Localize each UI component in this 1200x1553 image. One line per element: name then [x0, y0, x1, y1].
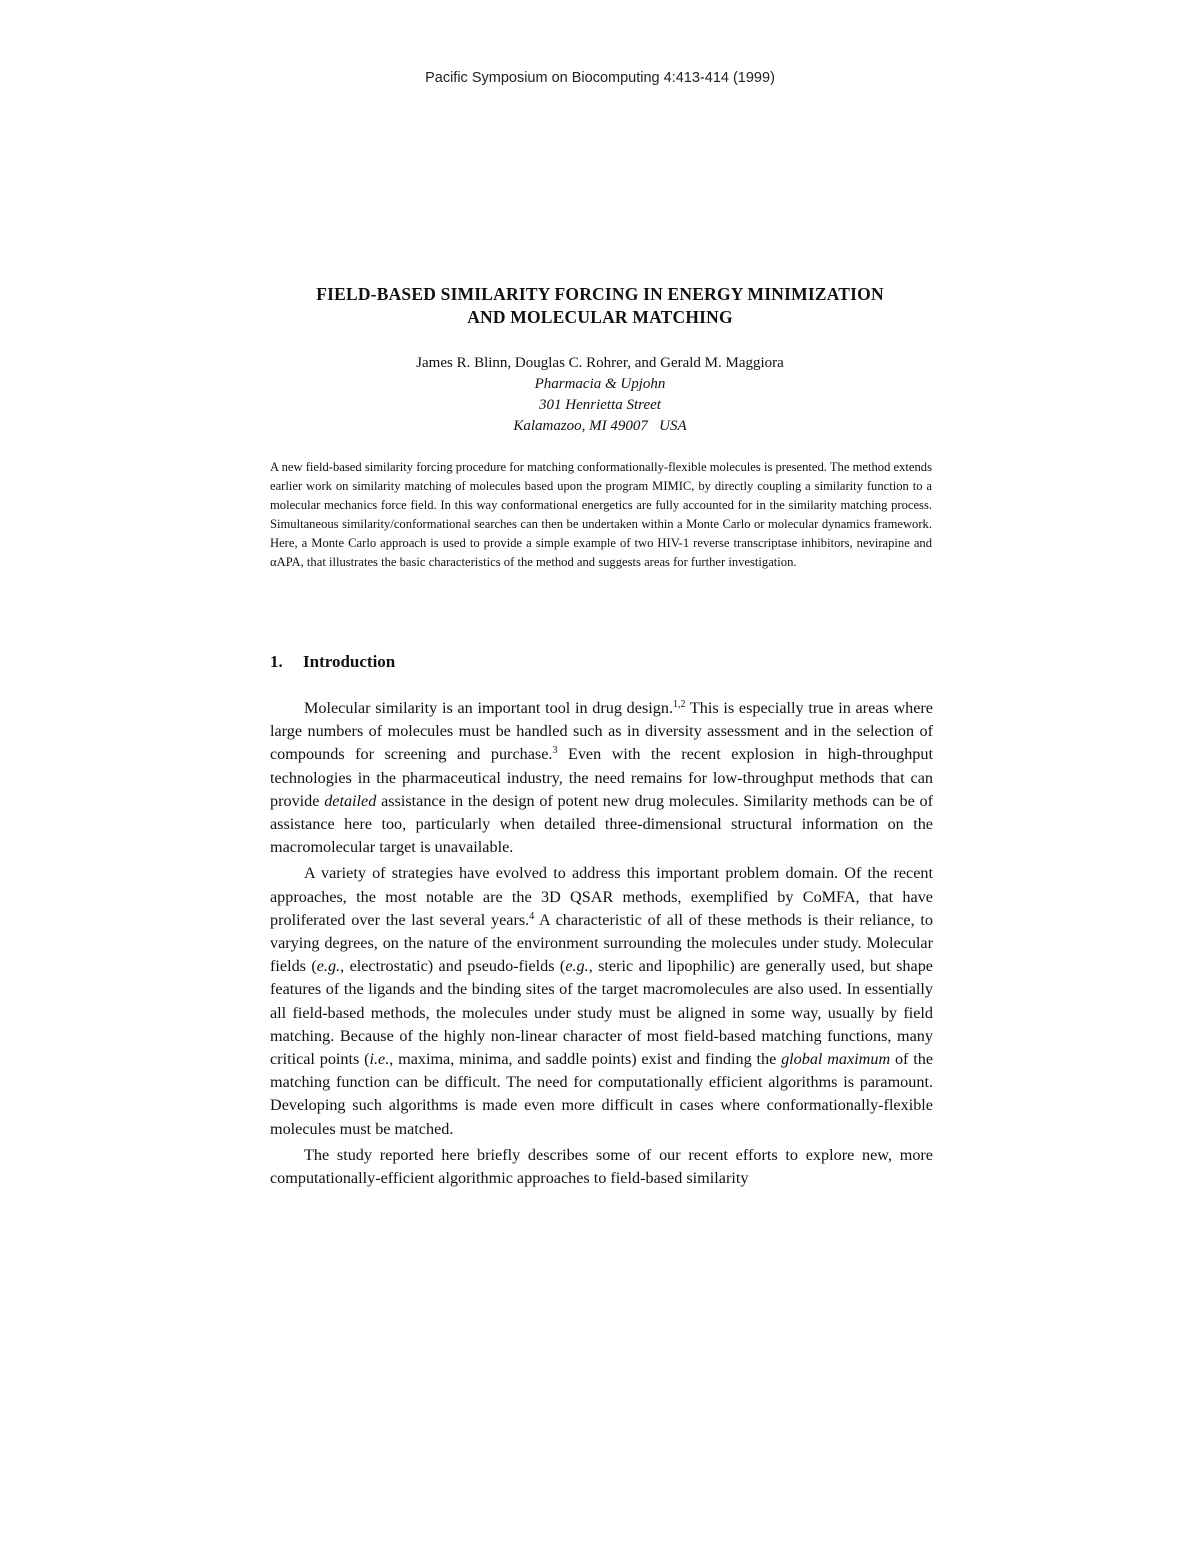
section-heading — [270, 652, 395, 672]
section-number: 1. — [270, 652, 283, 671]
title-line-1: FIELD-BASED SIMILARITY FORCING IN ENERGY MINIMIZATION — [316, 284, 884, 304]
text-run: of the matching function can be difficult. The need for computationally efficient algorithms is paramount. Developing such algorithms is made even more difficult in cases where conformationally-flexible molecules must be matched. — [270, 1050, 934, 1138]
text-run: A variety of strategies have evolved to address this important problem domain. Of the recent approaches, the most notable are the 3D QSAR methods, exemplified by CoMFA, that have proliferated over the last several years. — [270, 864, 933, 929]
paragraph-3: The study reported here briefly describes some of our recent efforts to explore new, more computationally-efficient algorithmic approaches to field-based similarity — [270, 1145, 933, 1188]
citation: 3 — [552, 745, 558, 757]
title-line-2: AND MOLECULAR MATCHING — [467, 307, 733, 327]
body-text — [270, 697, 933, 1193]
emphasis: i.e. — [369, 1050, 390, 1069]
text-run: Even with the recent explosion in high-throughput technologies in the pharmaceutical industry, the need remains for low-throughput methods that can provide — [270, 745, 933, 810]
paragraph-1 — [270, 697, 933, 859]
paper-title — [200, 283, 1000, 329]
text-run: , electrostatic) and pseudo-fields ( — [340, 957, 566, 976]
text-run: assistance in the design of potent new drug molecules. Similarity methods can be of assistance here too, particularly when detailed three-dimensional structural information on the macromolecular target is unavailable. — [270, 791, 933, 857]
emphasis: e.g. — [565, 957, 589, 976]
abstract: A new field-based similarity forcing procedure for matching conformationally-flexible molecules is presented. The method extends earlier work on similarity matching of molecules based upon the program MIMIC, by directly coupling a similarity function to a molecular mechanics force field. In this way conformational energetics are fully accounted for in the similarity matching process. Simultaneous similarity/conformational searches can then be undertaken within a Monte Carlo or molecular dynamics framework. Here, a Monte Carlo approach is used to provide a simple example of two HIV-1 reverse transcriptase inhibitors, nevirapine and αAPA, that illustrates the basic characteristics of the method and suggests areas for further investigation. — [270, 460, 932, 570]
affiliation-org: Pharmacia & Upjohn — [534, 376, 666, 392]
emphasis: detailed — [324, 791, 377, 810]
text-run: , maxima, minima, and saddle points) exist and finding the — [389, 1050, 782, 1069]
section-title: Introduction — [303, 652, 396, 671]
affiliation-street: 301 Henrietta Street — [539, 397, 661, 413]
emphasis: global maximum — [781, 1050, 891, 1069]
running-head: Pacific Symposium on Biocomputing 4:413-414 (1999) — [425, 70, 775, 86]
author-block — [200, 353, 1000, 437]
emphasis: e.g. — [316, 957, 341, 976]
affiliation-city: Kalamazoo, MI 49007 USA — [513, 418, 687, 434]
author-names: James R. Blinn, Douglas C. Rohrer, and Gerald M. Maggiora — [416, 355, 784, 371]
text-run: Molecular similarity is an important tool in drug design. — [304, 699, 673, 717]
text-run: This is especially true in areas where large numbers of molecules must be handled such as in diversity assessment and in the selection of compounds for screening and purchase. — [270, 699, 933, 764]
paragraph-2 — [270, 862, 933, 1140]
citation: 1,2 — [673, 699, 686, 710]
citation: 4 — [529, 910, 535, 922]
text-run: A characteristic of all of these methods is their reliance, to varying degrees, on the nature of the environment surrounding the molecules under study. Molecular fields ( — [270, 910, 933, 976]
text-run: , steric and lipophilic) are generally used, but shape features of the ligands and the binding sites of the target macromolecules are also used. In essentially all field-based methods, the molecules under study must be aligned in some way, usually by field matching. Because of the highly non-linear character of most field-based matching functions, many critical points ( — [270, 957, 933, 1069]
